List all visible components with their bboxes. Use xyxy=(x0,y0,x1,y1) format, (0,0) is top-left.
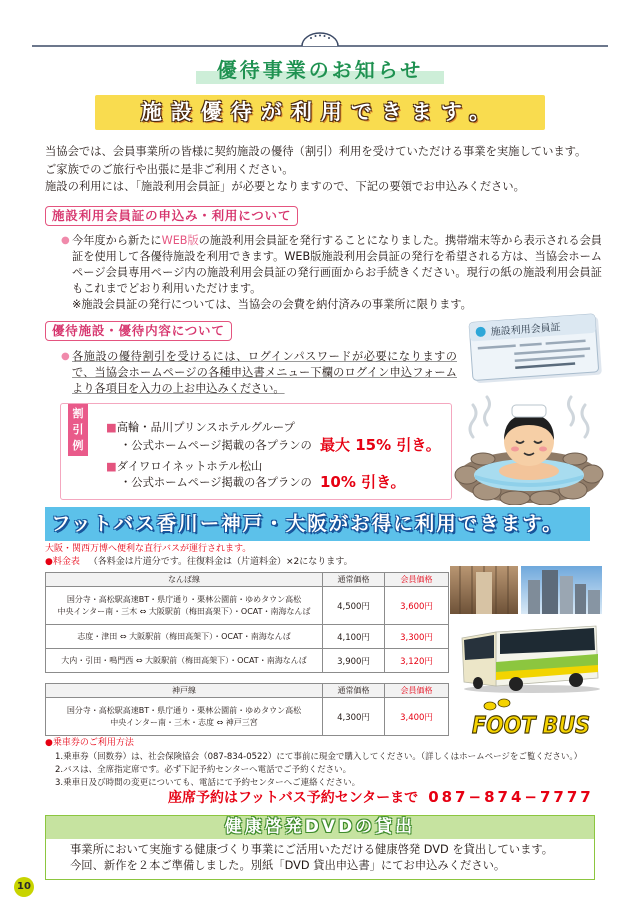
member-price: 3,600円 xyxy=(385,587,449,625)
example-detail: ・公式ホームページ掲載の各プランの xyxy=(120,476,312,489)
fare-note: （各料金は片道分です。往復料金は（片道料金）×2になります。 xyxy=(88,557,353,567)
example-detail: ・公式ホームページ掲載の各プランの xyxy=(120,439,312,452)
route-cell xyxy=(46,698,323,736)
fare-table-kobe xyxy=(45,683,449,736)
route-line: 志度・津田 ⇔ 大阪駅前（梅田高架下）・OCAT・南海なんば xyxy=(77,631,291,641)
column-header-route: 神戸線 xyxy=(46,684,323,698)
intro-line: ご家族でのご旅行や出張に是非ご利用ください。 xyxy=(45,162,294,176)
table-header-row xyxy=(46,573,449,587)
list-item: 1.乗車券（回数券）は、社会保険協会（087-834-0522）にて事前に現金で購入してください。（詳しくはホームページをご覧ください。） xyxy=(55,752,583,762)
benefits-text: 各施設の優待割引を受けるには、ログインパスワードが必要になりますので、当協会ホームページの各種申込書メニュー下欄のログイン申込フォームより各項目を入力の上お申込みください。 xyxy=(72,350,457,395)
hotel-name: 高輪・品川プリンスホテルグループ xyxy=(116,421,295,434)
facility-banner-text: 施設優待が利用できます。 xyxy=(140,100,500,124)
logo-text: FOOT BUS xyxy=(472,713,590,739)
column-header-route: なんば線 xyxy=(46,573,323,587)
normal-price: 3,900円 xyxy=(323,649,385,673)
column-header-member-price: 会員価格 xyxy=(385,684,449,698)
example-hotel-name xyxy=(106,420,295,436)
square-bullet-icon: ■ xyxy=(106,460,117,473)
towel xyxy=(512,405,546,417)
membership-note: ※施設会員証の発行については、当協会の会費を納付済みの事業所に限ります。 xyxy=(72,298,472,311)
member-price: 3,400円 xyxy=(385,698,449,736)
foot-bus-banner-text: フットバス香川ー神戸・大阪がお得に利用できます。 xyxy=(51,512,564,535)
page-title-area xyxy=(190,54,450,86)
usage-list xyxy=(55,751,582,790)
route-cell xyxy=(46,649,323,673)
bus-photo xyxy=(456,620,602,694)
intro-line: 当協会では、会員事業所の皆様に契約施設の優待（割引）利用を受けていただける事業を実施しています。 xyxy=(45,145,587,158)
route-cell xyxy=(46,625,323,649)
route-line: 国分寺・高松駅高速BT・県庁通り・栗林公園前・ゆめタウン高松 xyxy=(66,594,302,604)
normal-price: 4,500円 xyxy=(323,587,385,625)
benefits-bullet xyxy=(61,349,457,397)
card-title: 施設利用会員証 xyxy=(490,322,561,339)
bullet-icon: ● xyxy=(61,351,70,362)
table-header-row xyxy=(46,684,449,698)
footprint-icon xyxy=(484,699,510,710)
discount-example-label xyxy=(68,404,88,456)
benefits-heading: 優待施設・優待内容について xyxy=(45,321,232,341)
route-line: 国分寺・高松駅高速BT・県庁通り・栗林公園前・ゆめタウン高松 xyxy=(66,705,302,715)
foot-bus-banner xyxy=(45,507,590,541)
cheek xyxy=(539,447,547,452)
example-hotel-name xyxy=(106,459,262,475)
dvd-heading: 健康啓発DVDの貸出 xyxy=(46,816,594,839)
list-item: 2.バスは、全席指定席です。必ず下記予約センターへ電話でご予約ください。 xyxy=(55,765,352,775)
membership-bullet xyxy=(61,233,602,313)
reservation-line xyxy=(168,787,594,808)
membership-text-rest: の施設利用会員証を発行することになりました。携帯端末等から表示される会員証を使用して各優待施設を利用できます。WEB版施設利用会員証の発行を希望される方は、当協会ホームページ会員専用ページ内の施設利用会員証の発行画面からお手続きください。現行の紙の施設利用会員証もこれまでどおり利用いただけます。 xyxy=(72,234,602,295)
fare-label: ●料金表 xyxy=(45,557,80,567)
table-row xyxy=(46,649,449,673)
intro-line: 施設の利用には、「施設利用会員証」が必要となりますので、下記の要領でお申込みください。 xyxy=(45,180,525,193)
route-line: 大内・引田・鳴門西 ⇔ 大阪駅前（梅田高架下）・OCAT・南海なんば xyxy=(61,655,307,665)
reservation-phone: 087−874−7777 xyxy=(428,788,594,806)
bus-wheel xyxy=(473,677,483,689)
membership-card-image xyxy=(466,311,606,387)
table-row xyxy=(46,698,449,736)
facility-intro xyxy=(45,143,605,196)
reservation-label: 座席予約はフットバス予約センターまで xyxy=(168,790,419,806)
route-line: 中央インター南・三木 ⇔ 大阪駅前（梅田高架下）・OCAT・南海なんば xyxy=(57,606,311,616)
label-char: 引 xyxy=(72,423,84,436)
label-char: 例 xyxy=(72,439,84,452)
square-bullet-icon: ■ xyxy=(106,421,117,434)
column-header-member-price: 会員価格 xyxy=(385,573,449,587)
top-divider xyxy=(0,26,640,52)
usage-heading: ●乗車券のご利用方法 xyxy=(45,738,134,748)
route-cell xyxy=(46,587,323,625)
hotel-name: ダイワロイネットホテル松山 xyxy=(116,460,263,473)
membership-heading: 施設利用会員証の申込み・利用について xyxy=(45,206,298,226)
bullet-icon: ● xyxy=(61,235,70,246)
membership-text-lead: 今年度から新たに xyxy=(72,234,162,247)
normal-price: 4,100円 xyxy=(323,625,385,649)
osaka-buildings-photo xyxy=(450,566,602,614)
foot-bus-logo xyxy=(468,697,596,741)
table-row xyxy=(46,625,449,649)
discount-examples-box xyxy=(60,403,452,500)
membership-text xyxy=(72,233,602,297)
normal-price: 4,300円 xyxy=(323,698,385,736)
member-price: 3,300円 xyxy=(385,625,449,649)
dvd-text-line: 今回、新作を２本ご準備しました。別紙「DVD 貸出申込書」にてお申込みください。 xyxy=(70,859,506,872)
example-discount: 最大 15% 引き。 xyxy=(320,436,441,454)
bus-wheel xyxy=(509,677,523,691)
page-number: 10 xyxy=(14,877,34,897)
example-discount: 10% 引き。 xyxy=(320,473,406,491)
column-header-normal-price: 通常価格 xyxy=(323,573,385,587)
column-header-normal-price: 通常価格 xyxy=(323,684,385,698)
dvd-rental-section xyxy=(45,815,595,880)
web-version-highlight: WEB版 xyxy=(161,234,199,247)
table-row xyxy=(46,587,449,625)
dvd-text-line: 事業所において実施する健康づくり事業にご活用いただける健康啓発 DVD を貸出しています。 xyxy=(70,843,554,856)
page-title: 優待事業のお知らせ xyxy=(216,58,424,82)
cheek xyxy=(511,447,519,452)
fare-table-namba xyxy=(45,572,449,673)
route-line: 中央インター南・三木・志度 ⇔ 神戸三宮 xyxy=(110,717,258,727)
list-item: 3.乗車日及び時間の変更についても、電話にて予約センターへご連絡ください。 xyxy=(55,778,361,788)
member-price: 3,120円 xyxy=(385,649,449,673)
bus-wheel xyxy=(569,673,583,687)
fare-line xyxy=(45,556,353,568)
onsen-illustration xyxy=(453,385,605,505)
label-char: 割 xyxy=(72,407,84,420)
expo-note: 大阪・関西万博へ便利な直行バスが運行されます。 xyxy=(45,544,252,554)
facility-banner xyxy=(95,95,545,130)
